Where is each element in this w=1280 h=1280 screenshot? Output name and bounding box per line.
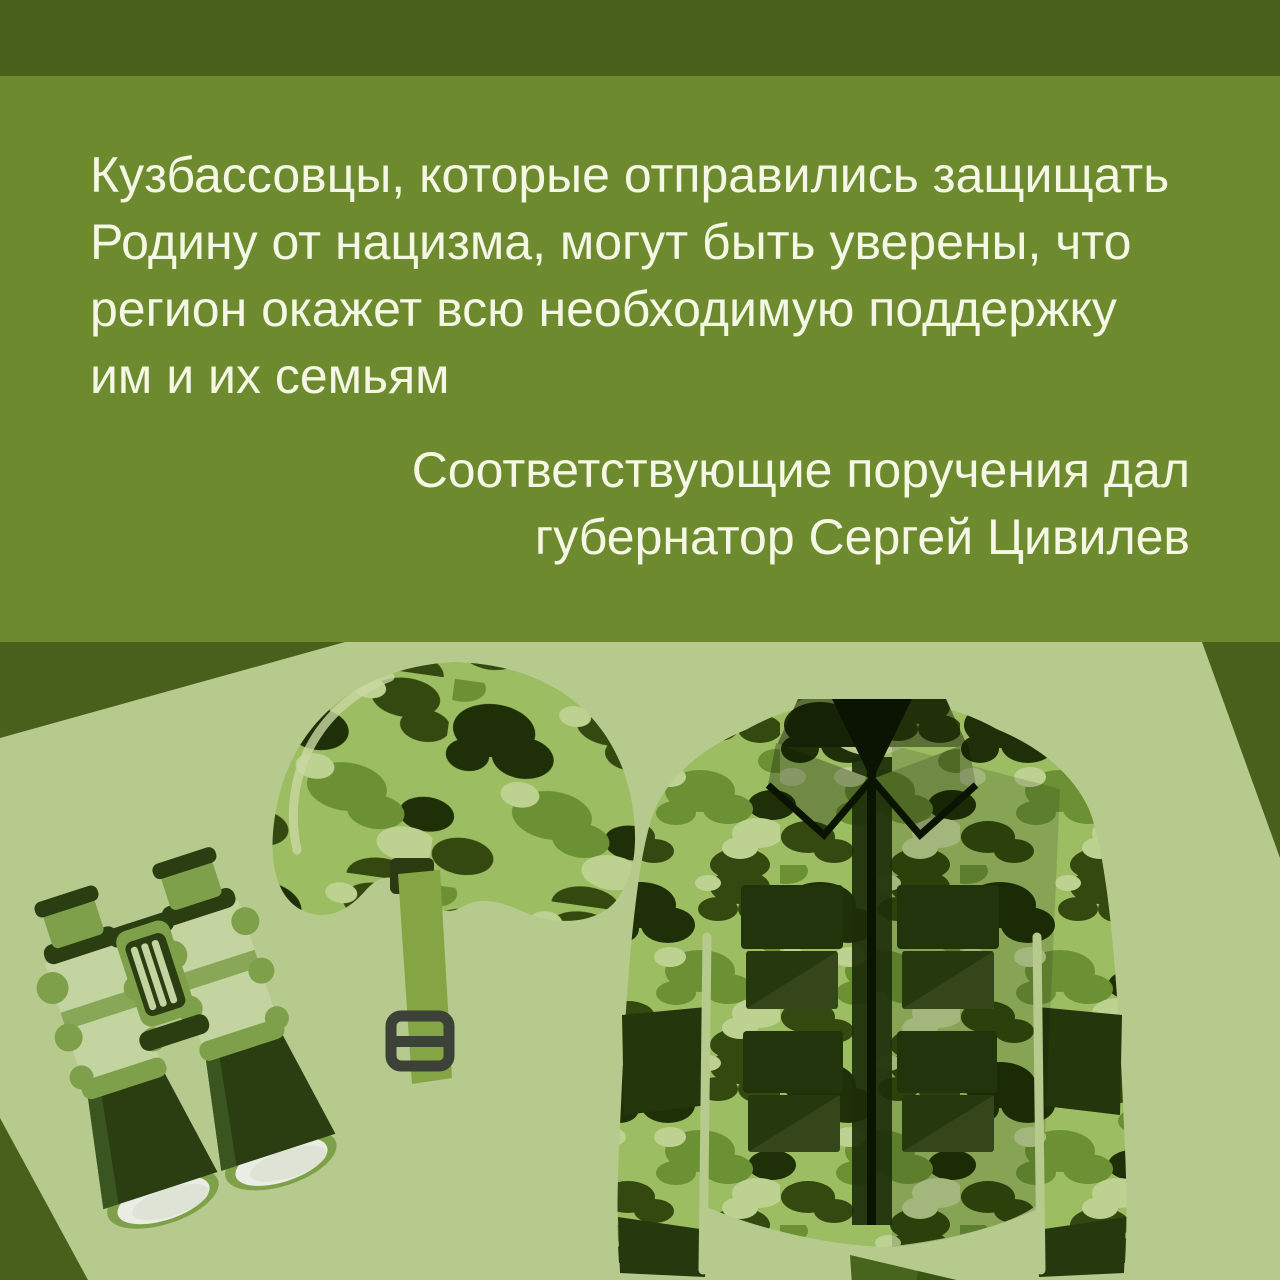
quote-panel — [0, 76, 1280, 642]
jacket-illustration — [618, 699, 1127, 1280]
quote-line: регион окажет всю необходимую поддержку — [90, 281, 1117, 337]
jacket-placket — [852, 757, 892, 1225]
illustration-canvas — [0, 642, 1280, 1280]
attribution-line: Соответствующие поручения дал — [411, 442, 1190, 498]
top-band — [0, 0, 1280, 76]
attribution-text — [412, 437, 1190, 571]
illustration-scene — [0, 642, 1280, 1280]
quote-line: Кузбассовцы, которые отправились защищать — [90, 147, 1170, 203]
quote-text — [90, 142, 1169, 410]
attribution-line: губернатор Сергей Цивилев — [534, 509, 1190, 565]
quote-line: Родину от нацизма, могут быть уверены, что — [90, 214, 1132, 270]
quote-line: им и их семьям — [90, 348, 450, 404]
